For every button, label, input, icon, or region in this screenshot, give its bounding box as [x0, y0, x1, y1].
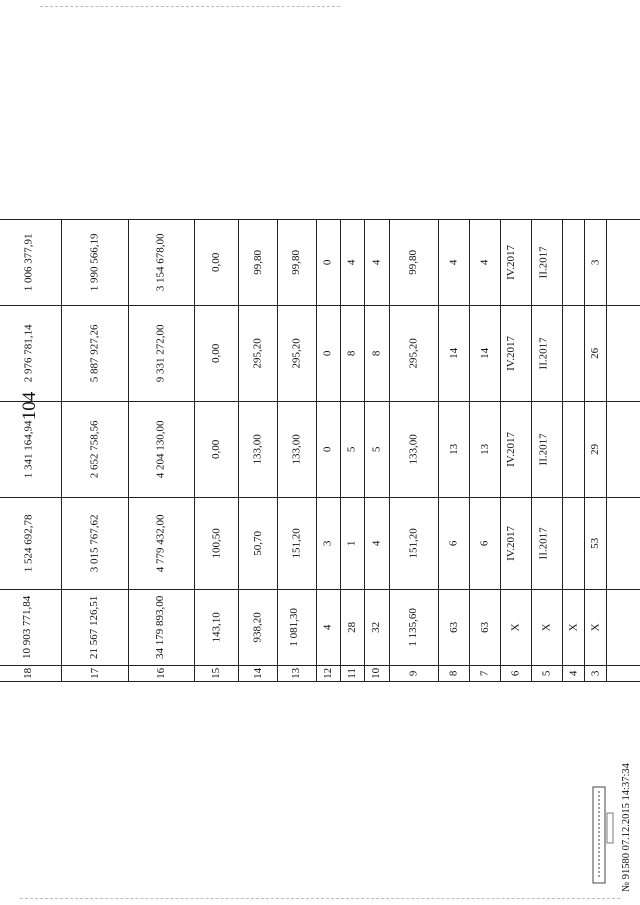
- col-index-8: 8: [439, 665, 470, 681]
- col-index-12: 12: [316, 665, 340, 681]
- col-index-15: 15: [195, 665, 239, 681]
- address-cell: [607, 401, 640, 497]
- total-cell-8: 63: [439, 589, 470, 665]
- data-cell-6: IV.2017: [501, 219, 532, 305]
- data-cell-15: 0,00: [195, 305, 239, 401]
- col-index-5: 5: [532, 665, 563, 681]
- total-cell-16: 34 179 893,00: [128, 589, 194, 665]
- data-cell-8: 13: [439, 401, 470, 497]
- data-cell-13: 133,00: [278, 401, 317, 497]
- total-cell-5: X: [532, 589, 563, 665]
- registration-stamp-text: № 91580 07.12.2015 14:37:34: [620, 763, 632, 892]
- table-row: [0, 219, 640, 305]
- data-cell-9: 295,20: [389, 305, 439, 401]
- total-label-cell: [607, 589, 640, 665]
- data-cell-3: 53: [585, 497, 607, 589]
- total-cell-18: 10 903 771,84: [0, 589, 62, 665]
- data-cell-17: 1 990 566,19: [62, 219, 128, 305]
- col-index-16: 16: [128, 665, 194, 681]
- data-cell-15: 0,00: [195, 401, 239, 497]
- address-cell: [607, 497, 640, 589]
- data-cell-12: 0: [316, 219, 340, 305]
- data-cell-14: 99,80: [239, 219, 278, 305]
- data-cell-8: 14: [439, 305, 470, 401]
- data-cell-9: 99,80: [389, 219, 439, 305]
- top-dashed-line: [40, 6, 340, 7]
- col-index-10: 10: [365, 665, 389, 681]
- data-cell-9: 151,20: [389, 497, 439, 589]
- table-row: [0, 497, 640, 589]
- data-cell-4: [563, 401, 585, 497]
- total-cell-15: 143,10: [195, 589, 239, 665]
- total-cell-3: X: [585, 589, 607, 665]
- data-cell-5: II.2017: [532, 219, 563, 305]
- data-cell-16: 4 204 130,00: [128, 401, 194, 497]
- data-cell-11: 8: [341, 305, 365, 401]
- data-cell-17: 5 887 927,26: [62, 305, 128, 401]
- data-cell-11: 5: [341, 401, 365, 497]
- data-cell-4: [563, 497, 585, 589]
- data-cell-18: 1 006 377,91: [0, 219, 62, 305]
- data-cell-14: 133,00: [239, 401, 278, 497]
- data-table-wrapper: [0, 222, 640, 682]
- data-cell-12: 0: [316, 305, 340, 401]
- data-cell-17: 2 652 758,56: [62, 401, 128, 497]
- total-cell-4: X: [563, 589, 585, 665]
- data-cell-3: 26: [585, 305, 607, 401]
- page-number: 104: [19, 391, 40, 421]
- bottom-dashed-line: [20, 898, 620, 899]
- data-cell-10: 5: [365, 401, 389, 497]
- data-cell-7: 14: [470, 305, 501, 401]
- data-cell-16: 3 154 678,00: [128, 219, 194, 305]
- data-cell-6: IV.2017: [501, 497, 532, 589]
- data-cell-16: 4 779 432,00: [128, 497, 194, 589]
- col-index-17: 17: [62, 665, 128, 681]
- data-cell-18: 2 976 781,14: [0, 305, 62, 401]
- total-cell-6: X: [501, 589, 532, 665]
- data-cell-10: 4: [365, 497, 389, 589]
- data-cell-8: 6: [439, 497, 470, 589]
- data-cell-11: 4: [341, 219, 365, 305]
- registration-stamp-graphic: [579, 783, 621, 887]
- data-cell-6: IV.2017: [501, 305, 532, 401]
- data-cell-3: 29: [585, 401, 607, 497]
- data-cell-11: 1: [341, 497, 365, 589]
- total-cell-12: 4: [316, 589, 340, 665]
- data-cell-4: [563, 305, 585, 401]
- table-row: [0, 305, 640, 401]
- data-cell-7: 4: [470, 219, 501, 305]
- data-cell-6: IV.2017: [501, 401, 532, 497]
- data-cell-5: II.2017: [532, 401, 563, 497]
- col-index-18: 18: [0, 665, 62, 681]
- col-index-9: 9: [389, 665, 439, 681]
- data-cell-12: 3: [316, 497, 340, 589]
- column-index-row: [0, 665, 640, 681]
- data-cell-13: 295,20: [278, 305, 317, 401]
- data-cell-10: 4: [365, 219, 389, 305]
- data-cell-13: 151,20: [278, 497, 317, 589]
- data-cell-15: 100,50: [195, 497, 239, 589]
- data-cell-16: 9 331 272,00: [128, 305, 194, 401]
- data-cell-18: 1 524 692,78: [0, 497, 62, 589]
- total-cell-7: 63: [470, 589, 501, 665]
- data-cell-14: 50,70: [239, 497, 278, 589]
- data-cell-5: II.2017: [532, 497, 563, 589]
- address-cell: [607, 305, 640, 401]
- data-cell-12: 0: [316, 401, 340, 497]
- data-cell-7: 6: [470, 497, 501, 589]
- col-index-14: 14: [239, 665, 278, 681]
- total-cell-10: 32: [365, 589, 389, 665]
- data-cell-5: II.2017: [532, 305, 563, 401]
- data-cell-9: 133,00: [389, 401, 439, 497]
- data-cell-7: 13: [470, 401, 501, 497]
- col-index-6: 6: [501, 665, 532, 681]
- table-row: [0, 401, 640, 497]
- total-cell-17: 21 567 126,51: [62, 589, 128, 665]
- address-cell: [607, 219, 640, 305]
- total-cell-14: 938,20: [239, 589, 278, 665]
- col-index-7: 7: [470, 665, 501, 681]
- total-cell-9: 1 135,60: [389, 589, 439, 665]
- data-cell-15: 0,00: [195, 219, 239, 305]
- data-cell-14: 295,20: [239, 305, 278, 401]
- data-cell-13: 99,80: [278, 219, 317, 305]
- data-cell-4: [563, 219, 585, 305]
- data-cell-17: 3 015 767,62: [62, 497, 128, 589]
- data-cell-10: 8: [365, 305, 389, 401]
- col-index-13: 13: [278, 665, 317, 681]
- data-cell-8: 4: [439, 219, 470, 305]
- col-index-3: 3: [585, 665, 607, 681]
- housing-data-table: [0, 219, 640, 682]
- col-index-2: [607, 665, 640, 681]
- data-cell-3: 3: [585, 219, 607, 305]
- data-cell-18: 1 341 164,94: [0, 401, 62, 497]
- total-cell-11: 28: [341, 589, 365, 665]
- col-index-4: 4: [563, 665, 585, 681]
- total-row: [0, 589, 640, 665]
- total-cell-13: 1 081,30: [278, 589, 317, 665]
- col-index-11: 11: [341, 665, 365, 681]
